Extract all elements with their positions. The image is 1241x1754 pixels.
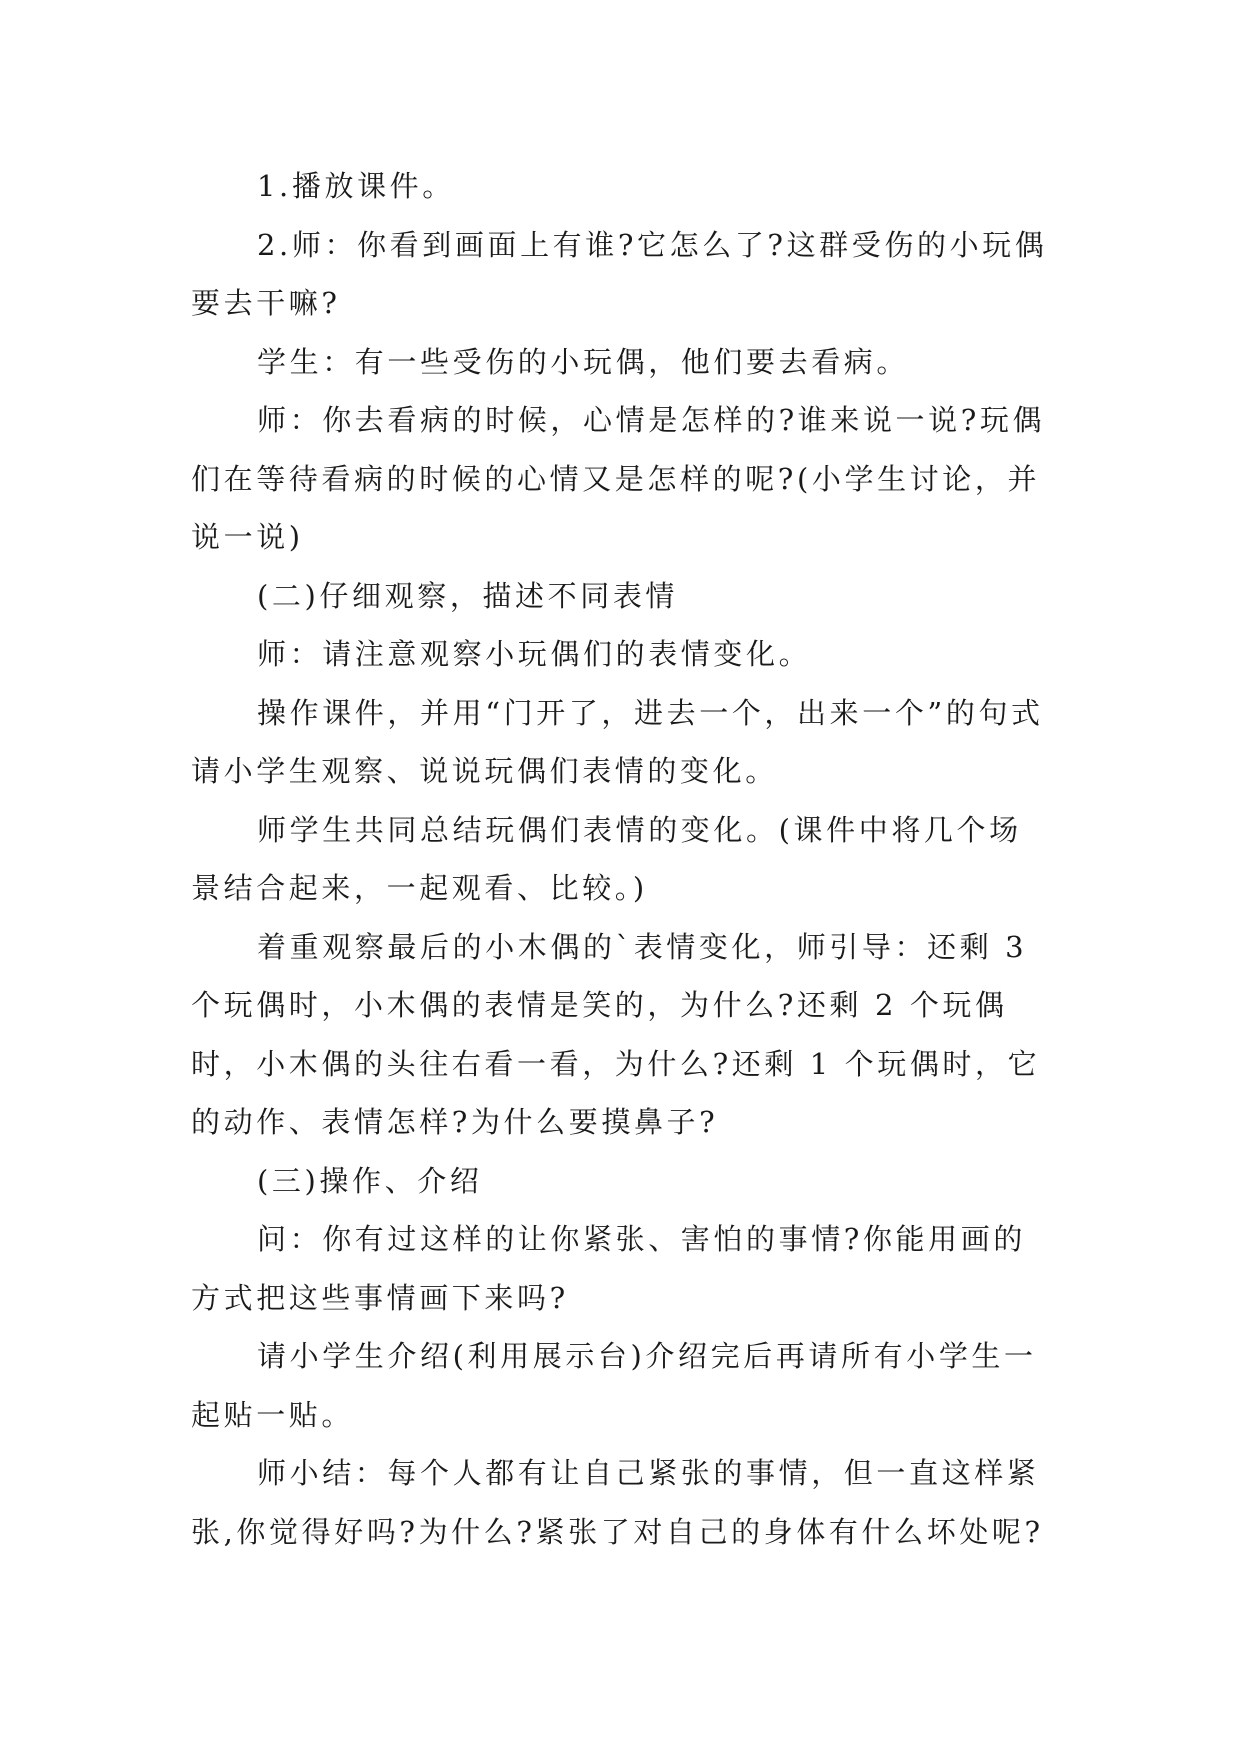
paragraph-student-answer: 学生：有一些受伤的小玩偶，他们要去看病。 bbox=[257, 344, 910, 379]
paragraph-conclusion: 师小结：每个人都有让自己紧张的事情，但一直这样紧张,你觉得好吗?为什么?紧张了对自己的身体有什么坏处呢? bbox=[191, 1456, 1044, 1549]
paragraph-summary-expressions: 师学生共同总结玩偶们表情的变化。(课件中将几个场景结合起来，一起观看、比较。) bbox=[191, 812, 1022, 905]
paragraph-introduce: 请小学生介绍(利用展示台)介绍完后再请所有小学生一起贴一贴。 bbox=[191, 1339, 1037, 1432]
paragraph-question: 问：你有过这样的让你紧张、害怕的事情?你能用画的方式把这些事情画下来吗? bbox=[191, 1222, 1026, 1315]
paragraph-teacher-question: 师：你去看病的时候，心情是怎样的?谁来说一说?玩偶们在等待看病的时候的心情又是怎样的呢?(小学生讨论，并说一说) bbox=[191, 403, 1046, 554]
paragraph-step-2: 2.师：你看到画面上有谁?它怎么了?这群受伤的小玩偶要去干嘛? bbox=[191, 227, 1048, 320]
document-body bbox=[191, 157, 1053, 1561]
section-heading-3: (三)操作、介绍 bbox=[257, 1163, 483, 1198]
paragraph-observe: 师：请注意观察小玩偶们的表情变化。 bbox=[257, 637, 812, 671]
paragraph-operate: 操作课件，并用“门开了，进去一个，出来一个”的句式请小学生观察、说说玩偶们表情的变化。 bbox=[191, 695, 1044, 788]
paragraph-step-1: 1.播放课件。 bbox=[257, 169, 455, 203]
paragraph-puppet-focus: 着重观察最后的小木偶的`表情变化，师引导：还剩 3 个玩偶时，小木偶的表情是笑的，为什么?还剩 2 个玩偶时，小木偶的头往右看一看，为什么?还剩 1 个玩偶时，它的动作、表情怎样?为什么要摸鼻子? bbox=[191, 929, 1041, 1139]
section-heading-2: (二)仔细观察，描述不同表情 bbox=[257, 578, 679, 613]
